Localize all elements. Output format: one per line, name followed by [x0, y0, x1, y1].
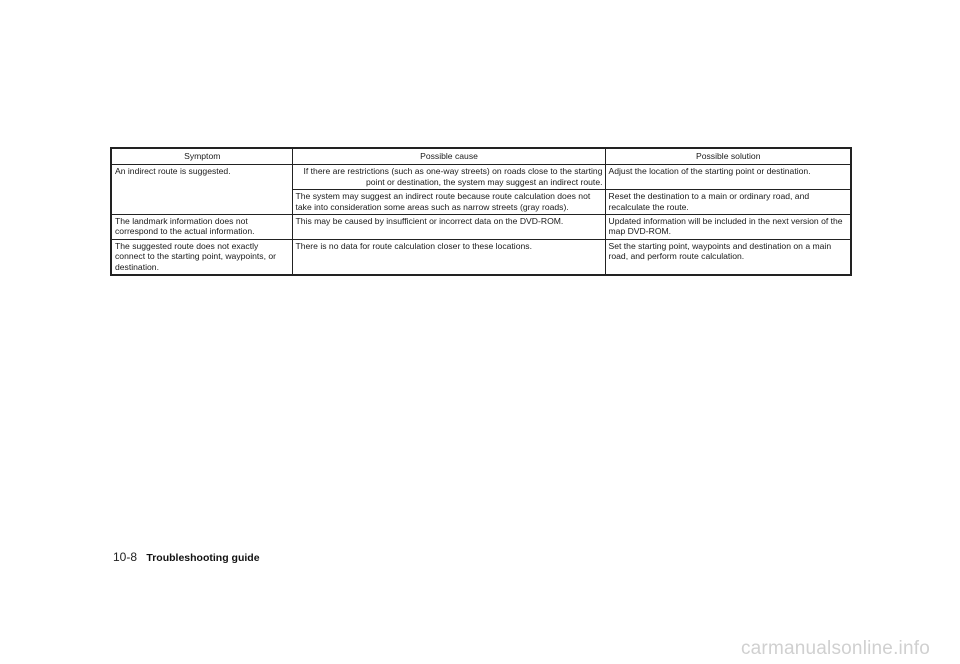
solution-cell: Reset the destination to a main or ordinary road, and recalculate the route. [605, 190, 851, 215]
section-title: Troubleshooting guide [146, 552, 260, 564]
symptom-cell: The suggested route does not exactly connect to the starting point, waypoints, or destination. [111, 239, 292, 275]
header-symptom: Symptom [111, 148, 292, 165]
solution-cell: Adjust the location of the starting point or destination. [605, 165, 851, 190]
table-header-row [111, 148, 851, 165]
header-possible-solution: Possible solution [605, 148, 851, 165]
symptom-cell: An indirect route is suggested. [111, 165, 292, 215]
cause-cell: There is no data for route calculation closer to these locations. [292, 239, 605, 275]
page-number: 10-8 [113, 550, 138, 564]
symptom-cell: The landmark information does not correspond to the actual information. [111, 215, 292, 240]
header-possible-cause: Possible cause [292, 148, 605, 165]
table-row [111, 215, 851, 240]
cause-cell: If there are restrictions (such as one-way streets) on roads close to the starting point or destination, the system may suggest an indirect route. [292, 165, 605, 190]
cause-cell: The system may suggest an indirect route because route calculation does not take into consideration some areas such as narrow streets (gray roads). [292, 190, 605, 215]
troubleshooting-table [110, 147, 852, 276]
table-row [111, 239, 851, 275]
watermark: carmanualsonline.info [740, 638, 930, 659]
solution-cell: Updated information will be included in the next version of the map DVD-ROM. [605, 215, 851, 240]
solution-cell: Set the starting point, waypoints and destination on a main road, and perform route calculation. [605, 239, 851, 275]
page-footer [113, 550, 260, 564]
cause-cell: This may be caused by insufficient or incorrect data on the DVD-ROM. [292, 215, 605, 240]
table-row [111, 165, 851, 190]
